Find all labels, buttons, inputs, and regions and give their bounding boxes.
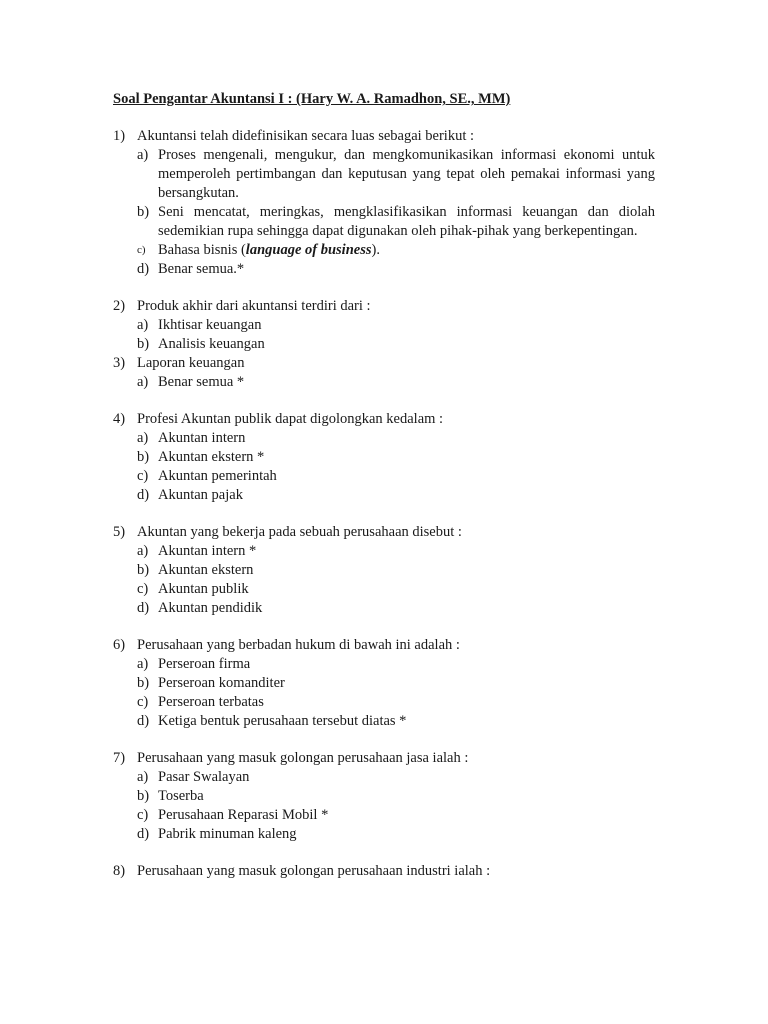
question-text: Produk akhir dari akuntansi terdiri dari : (137, 298, 371, 314)
option-letter: c) (137, 694, 149, 710)
question-number: 6) (113, 637, 126, 653)
option-text: Perseroan komanditer (158, 675, 285, 691)
option-b (137, 203, 655, 241)
option-text: Akuntan pendidik (158, 600, 263, 616)
option-text: Pabrik minuman kaleng (158, 826, 297, 842)
option-text: Akuntan intern * (158, 543, 257, 559)
option-a (137, 316, 655, 335)
option-letter: b) (137, 204, 150, 220)
option-d (137, 260, 655, 279)
option-c (137, 241, 655, 260)
option-letter: b) (137, 562, 150, 578)
option-text: Akuntan intern (158, 430, 246, 446)
option-text: Akuntan pemerintah (158, 468, 277, 484)
option-text: Akuntan pajak (158, 487, 243, 503)
option-text: Perseroan firma (158, 656, 251, 672)
question-number: 2) (113, 298, 126, 314)
option-a (137, 146, 655, 203)
question-1 (113, 127, 655, 279)
question-text: Akuntan yang bekerja pada sebuah perusahaan disebut : (137, 524, 462, 540)
option-letter: d) (137, 487, 150, 503)
option-text: Perusahaan Reparasi Mobil * (158, 807, 329, 823)
question-number: 5) (113, 524, 126, 540)
document-title: Soal Pengantar Akuntansi I : (Hary W. A. Ramadhon, SE., MM) (113, 91, 511, 107)
question-3 (113, 354, 655, 392)
option-letter: c) (137, 468, 149, 484)
question-text: Laporan keuangan (137, 355, 245, 371)
question-4 (113, 410, 655, 505)
option-c (137, 693, 655, 712)
question-text: Profesi Akuntan publik dapat digolongkan kedalam : (137, 411, 444, 427)
option-letter: d) (137, 826, 150, 842)
option-letter: a) (137, 317, 149, 333)
option-b (137, 448, 655, 467)
option-letter: a) (137, 769, 149, 785)
option-text: Perseroan terbatas (158, 694, 264, 710)
option-a (137, 542, 655, 561)
option-text (158, 241, 655, 260)
option-d (137, 712, 655, 731)
option-letter: c) (137, 581, 149, 597)
question-number: 1) (113, 128, 126, 144)
option-letter: d) (137, 600, 150, 616)
option-a (137, 655, 655, 674)
option-text: Analisis keuangan (158, 336, 265, 352)
option-text: Akuntan ekstern (158, 562, 254, 578)
option-letter: c) (137, 807, 149, 823)
option-c (137, 806, 655, 825)
option-letter: c) (137, 244, 146, 256)
option-letter: b) (137, 675, 150, 691)
document-page (113, 90, 655, 881)
option-text: Benar semua * (158, 374, 245, 390)
question-number: 7) (113, 750, 126, 766)
option-text: Proses mengenali, mengukur, dan mengkomunikasikan informasi ekonomi untuk memperoleh pertimbangan dan keputusan yang tepat oleh pemakai informasi yang bersangkutan. (158, 147, 655, 201)
question-7 (113, 749, 655, 844)
option-d (137, 486, 655, 505)
option-letter: a) (137, 374, 149, 390)
option-c (137, 580, 655, 599)
question-text: Akuntansi telah didefinisikan secara luas sebagai berikut : (137, 128, 475, 144)
option-letter: a) (137, 543, 149, 559)
option-a (137, 429, 655, 448)
option-text-pre: Bahasa bisnis ( (158, 242, 246, 258)
question-5 (113, 523, 655, 618)
option-letter: a) (137, 656, 149, 672)
option-b (137, 674, 655, 693)
question-text: Perusahaan yang masuk golongan perusahaan jasa ialah : (137, 750, 469, 766)
option-b (137, 561, 655, 580)
option-letter: b) (137, 788, 150, 804)
option-text: Seni mencatat, meringkas, mengklasifikasikan informasi keuangan dan diolah sedemikian rupa sehingga dapat digunakan oleh pihak-pihak yang berkepentingan. (158, 204, 655, 239)
option-text-post: ). (371, 242, 380, 258)
option-text: Ikhtisar keuangan (158, 317, 262, 333)
option-b (137, 335, 655, 354)
option-text: Pasar Swalayan (158, 769, 250, 785)
option-d (137, 599, 655, 618)
question-8 (113, 862, 655, 881)
option-text: Benar semua.* (158, 261, 245, 277)
question-number: 8) (113, 863, 126, 879)
option-letter: a) (137, 147, 149, 163)
question-number: 4) (113, 411, 126, 427)
option-letter: d) (137, 261, 150, 277)
question-2 (113, 297, 655, 354)
option-d (137, 825, 655, 844)
option-b (137, 787, 655, 806)
option-text: Ketiga bentuk perusahaan tersebut diatas * (158, 713, 407, 729)
option-text: Toserba (158, 788, 204, 804)
option-letter: b) (137, 336, 150, 352)
option-text: Akuntan ekstern * (158, 449, 265, 465)
question-text: Perusahaan yang berbadan hukum di bawah ini adalah : (137, 637, 460, 653)
option-letter: b) (137, 449, 150, 465)
question-text: Perusahaan yang masuk golongan perusahaan industri ialah : (137, 863, 491, 879)
question-6 (113, 636, 655, 731)
option-letter: a) (137, 430, 149, 446)
option-a (137, 373, 655, 392)
option-text: Akuntan publik (158, 581, 249, 597)
option-letter: d) (137, 713, 150, 729)
option-a (137, 768, 655, 787)
question-number: 3) (113, 355, 126, 371)
option-c (137, 467, 655, 486)
option-text-emphasis: language of business (245, 242, 372, 258)
